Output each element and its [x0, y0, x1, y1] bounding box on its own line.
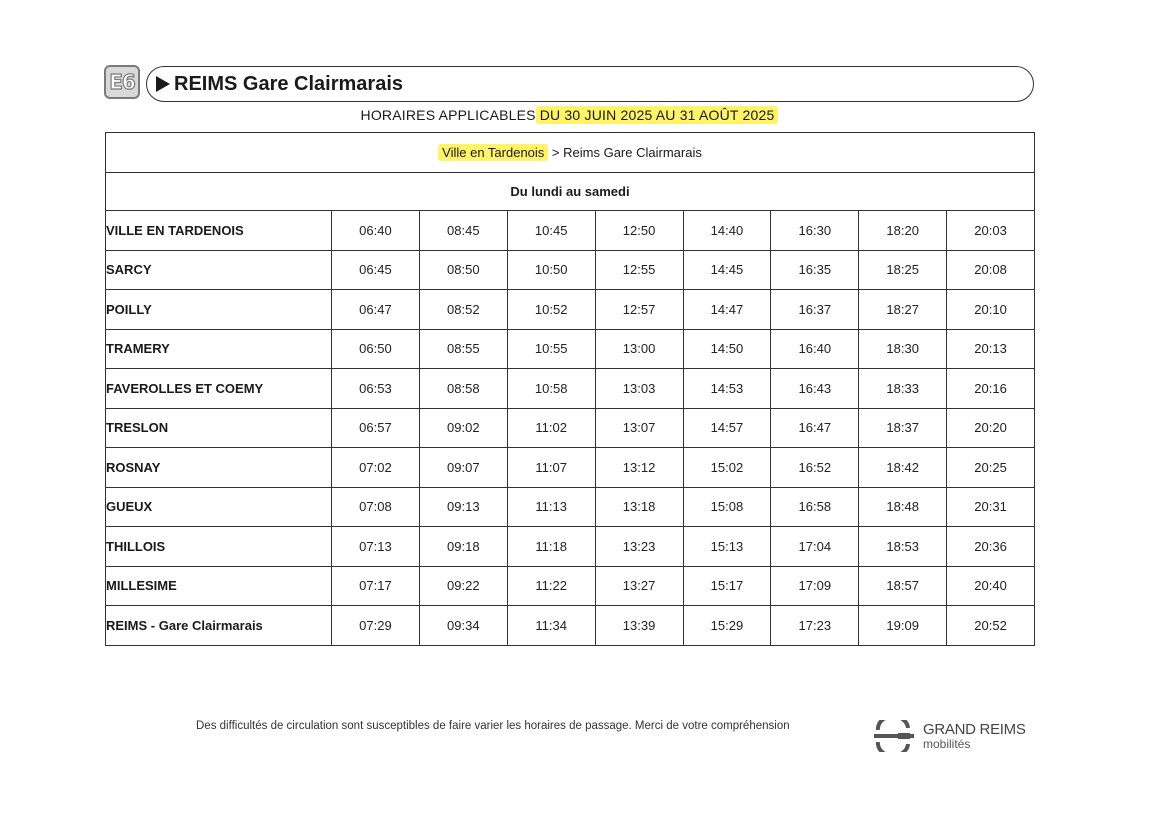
validity-dates: DU 30 JUIN 2025 AU 31 AOÛT 2025 — [536, 106, 779, 124]
departure-time: 13:39 — [595, 606, 683, 646]
departure-time: 09:22 — [419, 566, 507, 606]
table-row — [106, 487, 1035, 527]
departure-time: 12:57 — [595, 290, 683, 330]
departure-time: 06:45 — [332, 250, 420, 290]
table-row — [106, 448, 1035, 488]
stop-name: POILLY — [106, 290, 332, 330]
departure-time: 08:50 — [419, 250, 507, 290]
departure-time: 20:08 — [947, 250, 1035, 290]
brand-subtitle: mobilités — [923, 737, 971, 751]
departure-time: 09:13 — [419, 487, 507, 527]
destination-title: REIMS Gare Clairmarais — [174, 72, 403, 95]
departure-time: 11:07 — [507, 448, 595, 488]
departure-time: 20:03 — [947, 211, 1035, 251]
departure-time: 10:55 — [507, 329, 595, 369]
departure-time: 20:31 — [947, 487, 1035, 527]
stop-name: ROSNAY — [106, 448, 332, 488]
stop-name: TRAMERY — [106, 329, 332, 369]
departure-time: 11:18 — [507, 527, 595, 567]
departure-time: 08:45 — [419, 211, 507, 251]
departure-time: 06:57 — [332, 408, 420, 448]
departure-time: 09:18 — [419, 527, 507, 567]
table-row — [106, 290, 1035, 330]
stop-name: THILLOIS — [106, 527, 332, 567]
play-arrow-icon — [156, 76, 170, 92]
departure-time: 16:30 — [771, 211, 859, 251]
disruption-notice: Des difficultés de circulation sont susceptibles de faire varier les horaires de passage. Merci de votre compréhension — [196, 720, 790, 732]
departure-time: 14:45 — [683, 250, 771, 290]
departure-time: 18:42 — [859, 448, 947, 488]
timetable — [105, 132, 1035, 646]
stop-name: TRESLON — [106, 408, 332, 448]
departure-time: 10:52 — [507, 290, 595, 330]
departure-time: 10:58 — [507, 369, 595, 409]
departure-time: 13:23 — [595, 527, 683, 567]
departure-time: 09:34 — [419, 606, 507, 646]
departure-time: 13:12 — [595, 448, 683, 488]
departure-time: 09:02 — [419, 408, 507, 448]
departure-time: 07:13 — [332, 527, 420, 567]
grand-reims-logo-icon — [870, 720, 918, 752]
departure-time: 13:27 — [595, 566, 683, 606]
stop-name: REIMS - Gare Clairmarais — [106, 606, 332, 646]
departure-time: 12:55 — [595, 250, 683, 290]
departure-time: 20:20 — [947, 408, 1035, 448]
departure-time: 08:55 — [419, 329, 507, 369]
departure-time: 14:50 — [683, 329, 771, 369]
table-row — [106, 566, 1035, 606]
departure-time: 08:58 — [419, 369, 507, 409]
departure-time: 16:43 — [771, 369, 859, 409]
departure-time: 15:29 — [683, 606, 771, 646]
validity-period — [104, 107, 1035, 123]
table-row — [106, 606, 1035, 646]
departure-time: 20:10 — [947, 290, 1035, 330]
table-row — [106, 527, 1035, 567]
destination-bar — [146, 66, 1034, 102]
route-origin: Ville en Tardenois — [438, 144, 548, 161]
departure-time: 17:09 — [771, 566, 859, 606]
departure-time: 20:40 — [947, 566, 1035, 606]
departure-time: 12:50 — [595, 211, 683, 251]
departure-time: 18:53 — [859, 527, 947, 567]
departure-time: 16:47 — [771, 408, 859, 448]
stop-name: SARCY — [106, 250, 332, 290]
brand-logo — [870, 720, 1026, 752]
departure-time: 16:37 — [771, 290, 859, 330]
route-arrow: > — [551, 145, 560, 160]
departure-time: 13:18 — [595, 487, 683, 527]
table-row — [106, 250, 1035, 290]
departure-time: 11:34 — [507, 606, 595, 646]
departure-time: 18:48 — [859, 487, 947, 527]
table-row — [106, 408, 1035, 448]
departure-time: 18:33 — [859, 369, 947, 409]
departure-time: 18:30 — [859, 329, 947, 369]
departure-time: 18:20 — [859, 211, 947, 251]
departure-time: 19:09 — [859, 606, 947, 646]
departure-time: 06:50 — [332, 329, 420, 369]
departure-time: 15:17 — [683, 566, 771, 606]
departure-time: 18:25 — [859, 250, 947, 290]
line-badge: E6 — [104, 65, 140, 99]
departure-time: 20:52 — [947, 606, 1035, 646]
departure-time: 18:27 — [859, 290, 947, 330]
service-days: Du lundi au samedi — [106, 173, 1035, 211]
departure-time: 07:02 — [332, 448, 420, 488]
departure-time: 14:57 — [683, 408, 771, 448]
stop-name: MILLESIME — [106, 566, 332, 606]
departure-time: 08:52 — [419, 290, 507, 330]
departure-time: 20:36 — [947, 527, 1035, 567]
departure-time: 13:07 — [595, 408, 683, 448]
departure-time: 18:57 — [859, 566, 947, 606]
departure-time: 06:53 — [332, 369, 420, 409]
departure-time: 11:02 — [507, 408, 595, 448]
table-row — [106, 211, 1035, 251]
departure-time: 15:08 — [683, 487, 771, 527]
table-row — [106, 369, 1035, 409]
departure-time: 14:53 — [683, 369, 771, 409]
departure-time: 20:25 — [947, 448, 1035, 488]
departure-time: 09:07 — [419, 448, 507, 488]
departure-time: 14:40 — [683, 211, 771, 251]
route-header — [106, 133, 1035, 173]
departure-time: 17:23 — [771, 606, 859, 646]
departure-time: 15:13 — [683, 527, 771, 567]
departure-time: 20:16 — [947, 369, 1035, 409]
departure-time: 10:45 — [507, 211, 595, 251]
brand-name: GRAND REIMS — [923, 721, 1026, 738]
departure-time: 13:03 — [595, 369, 683, 409]
departure-time: 13:00 — [595, 329, 683, 369]
departure-time: 18:37 — [859, 408, 947, 448]
departure-time: 11:13 — [507, 487, 595, 527]
stop-name: GUEUX — [106, 487, 332, 527]
departure-time: 16:58 — [771, 487, 859, 527]
table-row — [106, 329, 1035, 369]
departure-time: 14:47 — [683, 290, 771, 330]
departure-time: 07:08 — [332, 487, 420, 527]
departure-time: 15:02 — [683, 448, 771, 488]
departure-time: 06:47 — [332, 290, 420, 330]
departure-time: 16:35 — [771, 250, 859, 290]
departure-time: 07:29 — [332, 606, 420, 646]
departure-time: 06:40 — [332, 211, 420, 251]
route-destination: Reims Gare Clairmarais — [563, 145, 702, 160]
departure-time: 20:13 — [947, 329, 1035, 369]
stop-name: FAVEROLLES ET COEMY — [106, 369, 332, 409]
departure-time: 16:52 — [771, 448, 859, 488]
departure-time: 17:04 — [771, 527, 859, 567]
departure-time: 07:17 — [332, 566, 420, 606]
departure-time: 11:22 — [507, 566, 595, 606]
departure-time: 16:40 — [771, 329, 859, 369]
stop-name: VILLE EN TARDENOIS — [106, 211, 332, 251]
departure-time: 10:50 — [507, 250, 595, 290]
validity-prefix: HORAIRES APPLICABLES — [360, 107, 536, 123]
